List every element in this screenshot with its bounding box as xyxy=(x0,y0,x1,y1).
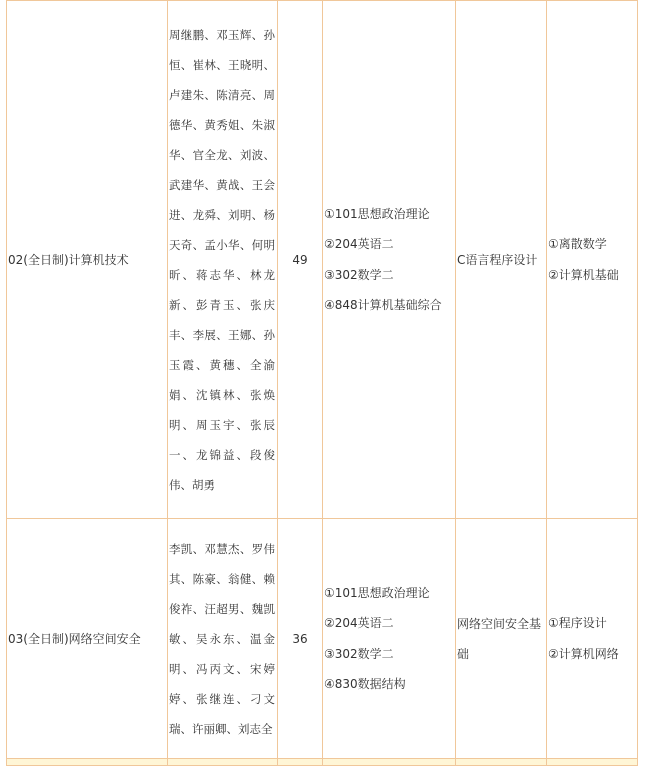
subject-item: ④830数据结构 xyxy=(324,677,406,691)
subjects-cell xyxy=(323,1,456,519)
strip-cell xyxy=(323,759,456,766)
retest-item: ①离散数学 xyxy=(548,237,607,251)
direction-cell xyxy=(7,519,168,759)
supervisors-cell xyxy=(168,1,278,519)
quota-value: 49 xyxy=(292,252,308,267)
quota-cell xyxy=(278,1,323,519)
subject-item: ②204英语二 xyxy=(324,616,394,630)
subject-item: ④848计算机基础综合 xyxy=(324,298,442,312)
quota-cell xyxy=(278,519,323,759)
supervisors-cell xyxy=(168,519,278,759)
supervisors-text: 周继鹏、邓玉辉、孙恒、崔林、王晓明、卢建朱、陈清亮、周德华、黄秀姐、朱淑华、官全龙、刘波、武建华、黄战、王会进、龙舜、刘明、杨天奇、孟小华、何明昕、蒋志华、林龙新、彭青玉、张庆丰、李展、王娜、孙玉霞、黄穗、全渝娟、沈镇林、张焕明、周玉宇、张辰一、龙锦益、段俊伟、胡勇 xyxy=(169,27,275,492)
strip-cell xyxy=(456,759,547,766)
subject-item: ③302数学二 xyxy=(324,646,394,661)
strip-cell xyxy=(168,759,278,766)
supervisors-text: 李凯、邓慧杰、罗伟其、陈豪、翁健、赖俊祚、汪超男、魏凯敏、吴永东、温金明、冯丙文、宋婷婷、张继连、刁文瑞、许丽卿、刘志全 xyxy=(169,541,275,736)
subjects-cell xyxy=(323,519,456,759)
retest-item: ①程序设计 xyxy=(548,616,607,630)
table-row xyxy=(7,519,638,759)
direction-text: 03(全日制)网络空间安全 xyxy=(8,631,141,646)
equal-level-cell xyxy=(456,519,547,759)
next-row-edge xyxy=(7,759,638,766)
subject-item: ①101思想政治理论 xyxy=(324,206,430,221)
strip-cell xyxy=(278,759,323,766)
strip-cell xyxy=(7,759,168,766)
subject-item: ①101思想政治理论 xyxy=(324,585,430,600)
retest-item: ②计算机网络 xyxy=(548,646,619,661)
strip-cell xyxy=(547,759,638,766)
subject-item: ②204英语二 xyxy=(324,237,394,251)
retest-cell xyxy=(547,519,638,759)
equal-level-cell xyxy=(456,1,547,519)
retest-cell xyxy=(547,1,638,519)
direction-text: 02(全日制)计算机技术 xyxy=(8,252,129,267)
subject-item: ③302数学二 xyxy=(324,267,394,282)
quota-value: 36 xyxy=(292,631,308,646)
retest-item: ②计算机基础 xyxy=(548,267,619,282)
table-row xyxy=(7,1,638,519)
program-table xyxy=(6,0,638,766)
equal-level-text: C语言程序设计 xyxy=(457,252,538,267)
direction-cell xyxy=(7,1,168,519)
equal-level-text: 网络空间安全基础 xyxy=(457,616,542,661)
